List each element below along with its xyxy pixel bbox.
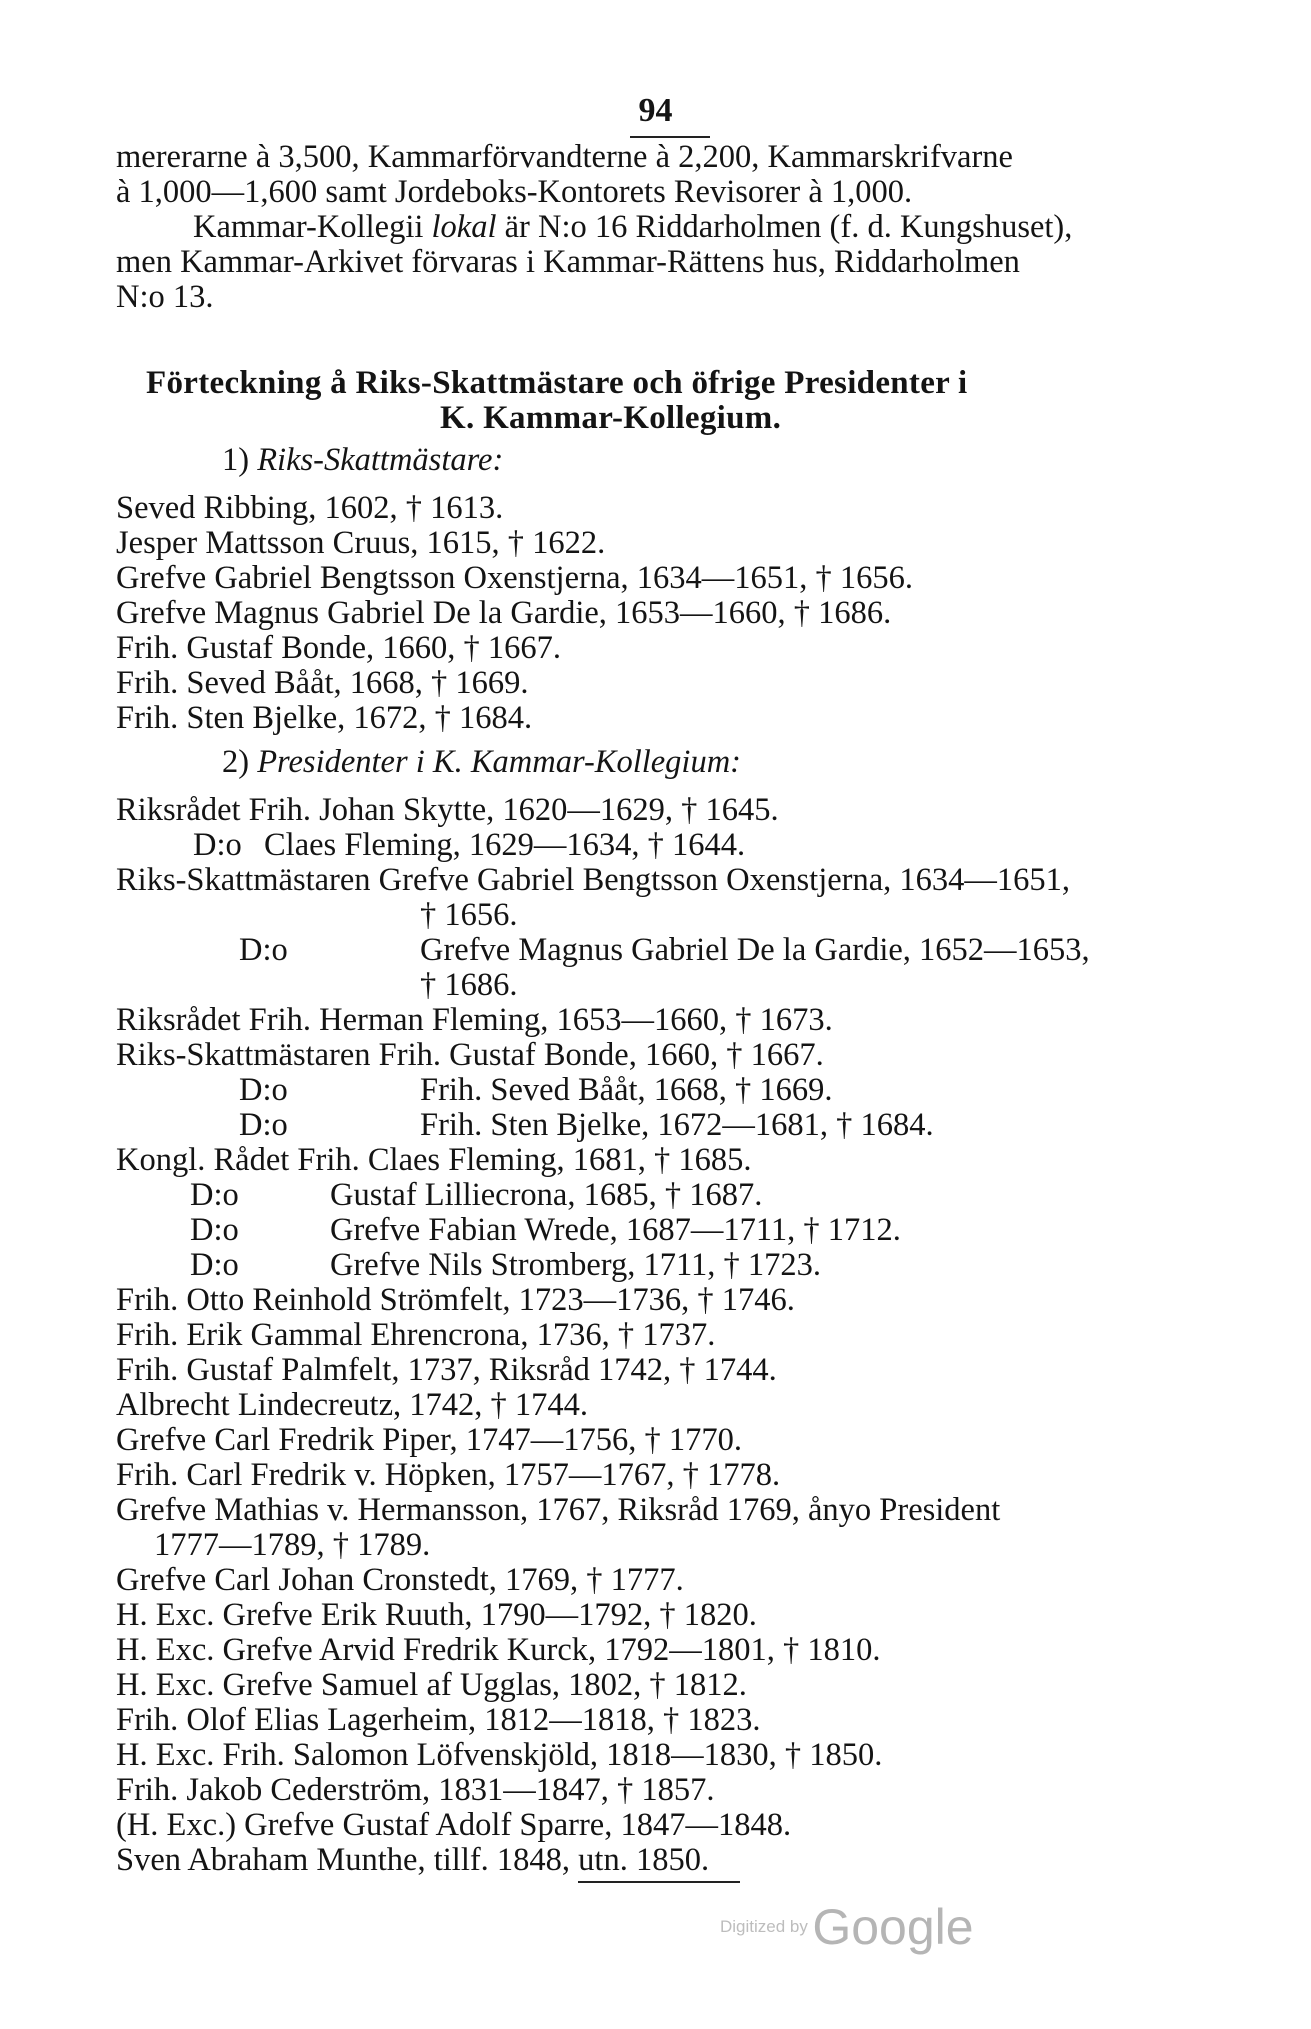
intro-text: är N:o 16 Riddarholmen (f. d. Kungshuset), (496, 209, 1073, 245)
list-item: H. Exc. Grefve Arvid Fredrik Kurck, 1792—1801, † 1810. (116, 1632, 881, 1668)
list-item: (H. Exc.) Grefve Gustaf Adolf Sparre, 1847—1848. (116, 1807, 792, 1843)
list-item: Frih. Gustaf Bonde, 1660, † 1667. (116, 630, 562, 666)
list-item: Grefve Carl Fredrik Piper, 1747—1756, † 1770. (116, 1422, 743, 1458)
list-item: H. Exc. Grefve Erik Ruuth, 1790—1792, † 1820. (116, 1597, 757, 1633)
list-item: Frih. Seved Bååt, 1668, † 1669. (116, 665, 529, 701)
list-item: Kongl. Rådet Frih. Claes Fleming, 1681, † 1685. (116, 1142, 752, 1178)
list-item: Grefve Magnus Gabriel De la Gardie, 1653—1660, † 1686. (116, 595, 892, 631)
watermark-logo: Google (812, 1899, 974, 1955)
list-item: Grefve Gabriel Bengtsson Oxenstjerna, 1634—1651, † 1656. (116, 560, 913, 596)
list-item: Grefve Mathias v. Hermansson, 1767, Riksråd 1769, ånyo President (116, 1492, 1001, 1528)
list-item-continuation: † 1656. (420, 897, 518, 933)
list-item: Riksrådet Frih. Johan Skytte, 1620—1629, † 1645. (116, 792, 779, 828)
intro-line (116, 245, 1216, 280)
list-item: Jesper Mattsson Cruus, 1615, † 1622. (116, 525, 606, 561)
subsection-number: 2) (222, 744, 258, 780)
ditto-mark: D:o (190, 1177, 239, 1213)
page-number: 94 (638, 92, 673, 129)
section-riks-skattmastare (116, 443, 1216, 736)
list-item (116, 828, 1216, 863)
section-heading (146, 366, 1246, 436)
intro-text: mererarne à 3,500, Kammarförvandterne à 2,200, Kammarskrifvarne (116, 139, 1013, 175)
intro-text: N:o 13. (116, 279, 214, 315)
list-item (116, 933, 1216, 968)
list-item (116, 1178, 1216, 1213)
ditto-mark: D:o (193, 827, 242, 863)
list-item: Sven Abraham Munthe, tillf. 1848, utn. 1850. (116, 1842, 710, 1878)
subsection-title (116, 745, 1216, 780)
intro-text: à 1,000—1,600 samt Jordeboks-Kontorets Revisorer à 1,000. (116, 174, 913, 210)
list-item (116, 1108, 1216, 1143)
watermark-caption: Digitized by (720, 1917, 808, 1936)
list-item: Frih. Otto Reinhold Strömfelt, 1723—1736, † 1746. (116, 1282, 795, 1318)
heading-line: Förteckning å Riks-Skattmästare och öfrige Presidenter i (146, 365, 968, 401)
section-presidenter (116, 745, 1216, 1878)
list-item: Grefve Carl Johan Cronstedt, 1769, † 1777. (116, 1562, 684, 1598)
list-item: Frih. Sten Bjelke, 1672, † 1684. (116, 700, 533, 736)
list-item-text: Gustaf Lilliecrona, 1685, † 1687. (330, 1177, 763, 1213)
list-item: Frih. Jakob Cederström, 1831—1847, † 1857. (116, 1772, 715, 1808)
list-item-continuation: † 1686. (420, 967, 518, 1003)
list-item: Riks-Skattmästaren Grefve Gabriel Bengtsson Oxenstjerna, 1634—1651, (116, 862, 1071, 898)
intro-line (116, 280, 1216, 315)
list-item: Frih. Erik Gammal Ehrencrona, 1736, † 1737. (116, 1317, 716, 1353)
ditto-mark: D:o (239, 1072, 288, 1108)
intro-line (116, 210, 1216, 245)
list-item: Seved Ribbing, 1602, † 1613. (116, 490, 504, 526)
list-item-text: Grefve Nils Stromberg, 1711, † 1723. (330, 1247, 822, 1283)
list-item: Frih. Olof Elias Lagerheim, 1812—1818, † 1823. (116, 1702, 761, 1738)
intro-line (116, 140, 1216, 175)
list-item-text: Frih. Seved Bååt, 1668, † 1669. (420, 1072, 833, 1108)
list-item-text: Grefve Magnus Gabriel De la Gardie, 1652—1653, (420, 932, 1090, 968)
list-item-text: Claes Fleming, 1629—1634, † 1644. (264, 827, 746, 863)
subsection-title-text: Presidenter i K. Kammar-Kollegium: (257, 744, 742, 780)
intro-line (116, 175, 1216, 210)
ditto-mark: D:o (190, 1247, 239, 1283)
list-item: Albrecht Lindecreutz, 1742, † 1744. (116, 1387, 589, 1423)
intro-text: Kammar-Kollegii (193, 209, 432, 245)
list-item: Riksrådet Frih. Herman Fleming, 1653—1660, † 1673. (116, 1002, 833, 1038)
heading-line: K. Kammar-Kollegium. (440, 400, 782, 436)
list-item: Riks-Skattmästaren Frih. Gustaf Bonde, 1660, † 1667. (116, 1037, 824, 1073)
subsection-title (116, 443, 1216, 478)
subsection-title-text: Riks-Skattmästare: (257, 442, 504, 478)
list-item: Frih. Gustaf Palmfelt, 1737, Riksråd 1742, † 1744. (116, 1352, 777, 1388)
intro-paragraph (116, 140, 1216, 315)
list-item (116, 1073, 1216, 1108)
list-item: H. Exc. Grefve Samuel af Ugglas, 1802, † 1812. (116, 1667, 747, 1703)
list-item (116, 1248, 1216, 1283)
ditto-mark: D:o (239, 1107, 288, 1143)
subsection-number: 1) (222, 442, 258, 478)
list-item-continuation: 1777—1789, † 1789. (154, 1527, 431, 1563)
list-item: Frih. Carl Fredrik v. Höpken, 1757—1767, † 1778. (116, 1457, 781, 1493)
list-item-text: Frih. Sten Bjelke, 1672—1681, † 1684. (420, 1107, 934, 1143)
digitized-watermark (720, 1898, 974, 1956)
header-rule (630, 136, 710, 138)
list-item (116, 1213, 1216, 1248)
intro-text-italic: lokal (431, 209, 497, 245)
list-item: H. Exc. Frih. Salomon Löfvenskjöld, 1818—1830, † 1850. (116, 1737, 883, 1773)
footer-rule (578, 1881, 740, 1883)
ditto-mark: D:o (190, 1212, 239, 1248)
intro-text: men Kammar-Arkivet förvaras i Kammar-Rättens hus, Riddarholmen (116, 244, 1020, 280)
ditto-mark: D:o (239, 932, 288, 968)
list-item-text: Grefve Fabian Wrede, 1687—1711, † 1712. (330, 1212, 901, 1248)
